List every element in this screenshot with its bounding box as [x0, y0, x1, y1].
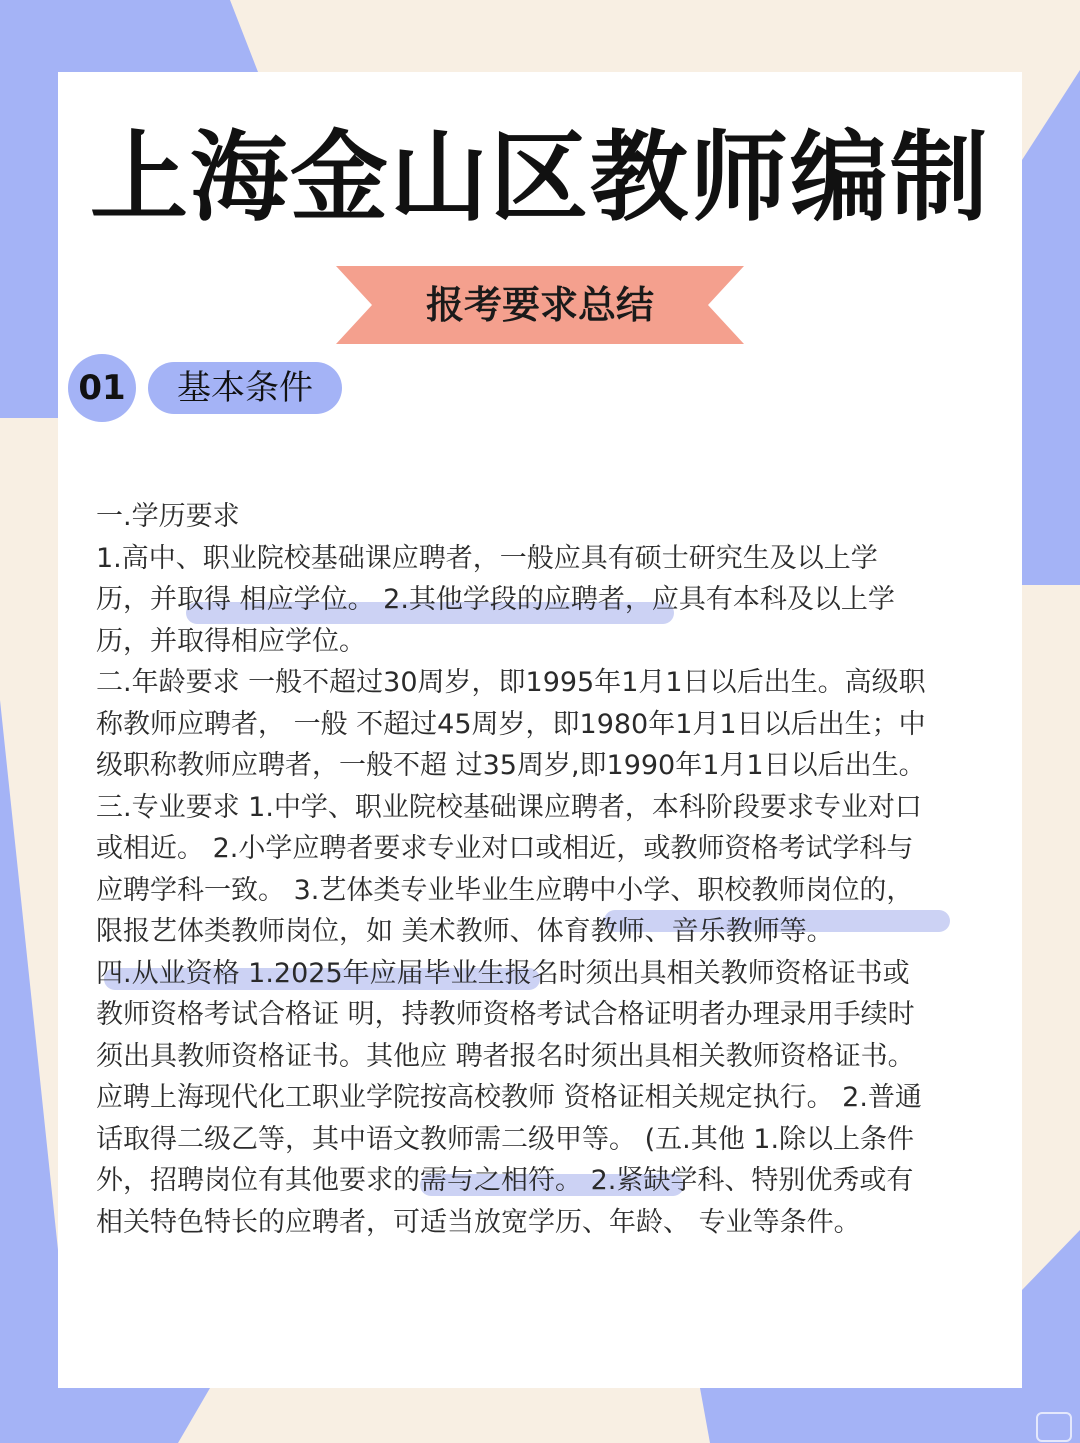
- section-number-badge: 01: [68, 354, 136, 422]
- text-line: 限报艺体类教师岗位，如 美术教师、体育教师、音乐教师等。: [96, 916, 834, 947]
- text-line: 应聘上海现代化工职业学院按高校教师 资格证相关规定执行。 2.普通: [96, 1082, 922, 1113]
- text-line: 1.高中、职业院校基础课应聘者，一般应具有硕士研究生及以上学: [96, 542, 878, 574]
- requirements-text: [96, 496, 986, 1243]
- watermark-icon: [1036, 1412, 1072, 1442]
- text-line: 三.专业要求 1.中学、职业院校基础课应聘者，本科阶段要求专业对口: [96, 791, 922, 823]
- page-title: 上海金山区教师编制: [89, 120, 990, 235]
- text-line: 须出具教师资格证书。其他应 聘者报名时须出具相关教师资格证书。: [96, 1040, 915, 1072]
- text-line: 教师资格考试合格证 明，持教师资格考试合格证明者办理录用手续时: [96, 999, 915, 1030]
- text-line: 四.从业资格 1.2025年应届毕业生报名时须出具相关教师资格证书或: [96, 957, 910, 989]
- subtitle-ribbon: [336, 266, 744, 344]
- subtitle-text: 报考要求总结: [425, 283, 654, 327]
- text-line: 称教师应聘者， 一般 不超过45周岁，即1980年1月1日以后出生；中: [96, 708, 926, 740]
- text-line: 应聘学科一致。 3.艺体类专业毕业生应聘中小学、职校教师岗位的，: [96, 874, 914, 906]
- text-line: 话取得二级乙等，其中语文教师需二级甲等。 (五.其他 1.除以上条件: [96, 1123, 915, 1155]
- text-line: 一.学历要求: [96, 501, 240, 532]
- text-line: 级职称教师应聘者，一般不超 过35周岁,即1990年1月1日以后出生。: [96, 750, 926, 781]
- text-line: 历，并取得相应学位。: [96, 625, 366, 657]
- section-label-pill: 基本条件: [148, 362, 342, 414]
- text-line: 相关特色特长的应聘者，可适当放宽学历、年龄、 专业等条件。: [96, 1206, 861, 1238]
- text-line: 外，招聘岗位有其他要求的需与之相符。 2.紧缺学科、特别优秀或有: [96, 1165, 914, 1196]
- text-line: 或相近。 2.小学应聘者要求专业对口或相近，或教师资格考试学科与: [96, 833, 914, 864]
- text-line: 二.年龄要求 一般不超过30周岁，即1995年1月1日以后出生。高级职: [96, 667, 926, 698]
- text-line: 历，并取得 相应学位。 2.其他学段的应聘者，应具有本科及以上学: [96, 584, 895, 615]
